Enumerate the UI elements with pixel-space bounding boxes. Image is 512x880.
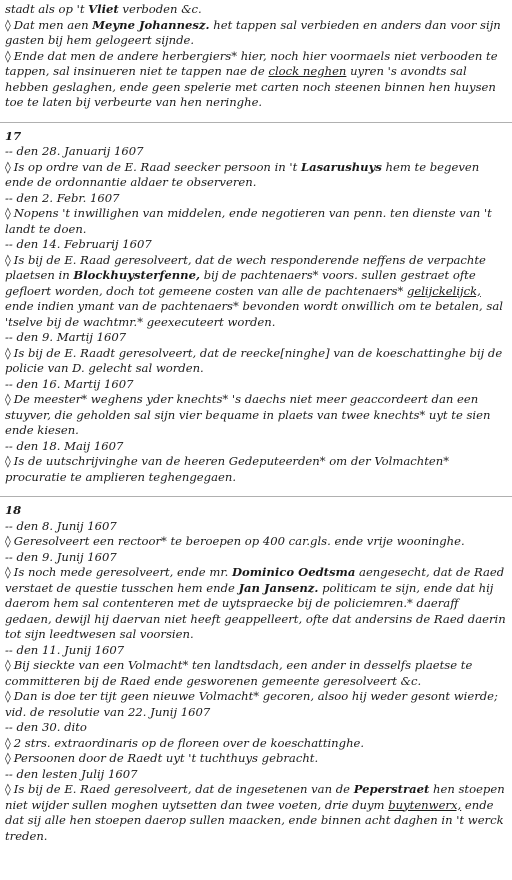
name-highlight: Dominico Oedtsma — [231, 565, 356, 579]
resolution-entry — [5, 160, 506, 191]
text-run: Is bij de E. Raed geresolveert, dat de ingesetenen van de — [13, 782, 354, 796]
entry-date: -- den 28. Januarij 1607 — [5, 144, 144, 158]
section-divider — [0, 122, 512, 123]
text-run: bij de pachtenaers* voors. sullen gestraet ofte gefloert worden, doch tot gemeene costen van alle de pachtenaers* — [5, 268, 476, 298]
resolution-entry — [5, 751, 506, 767]
intro-paragraph — [5, 18, 506, 49]
entry-date: -- den 14. Februarij 1607 — [5, 237, 152, 251]
text-run: Dan is doe ter tijt geen nieuwe Volmacht* gecoren, alsoo hij weder gesont wierde; vid. de resolutie van 22. Junij 1607 — [5, 689, 498, 719]
text-run: aengesecht, dat de Raed verstaet de questie tusschen hem ende — [5, 565, 505, 595]
text-run: uyren 's avondts sal hebben geslaghen, ende geen spelerie met carten noch steenen binnen hen huysen toe te laten bij verbeurte van hen neringhe. — [5, 64, 496, 109]
resolution-entry — [5, 454, 506, 485]
underlined-term: gelijckelijck, — [406, 283, 481, 298]
section-number: 17 — [5, 128, 22, 143]
diamond-bullet-icon: ◊ — [5, 658, 11, 672]
text-run: Is bij de E. Raadt geresolveert, dat de reecke[ninghe] van de koeschattinghe bij de policie van D. gelecht sal worden. — [5, 345, 503, 375]
diamond-bullet-icon: ◊ — [5, 17, 11, 32]
text-run: Nopens 't inwillighen van middelen, ende negotieren van penn. ten dienste van 't landt te doen. — [5, 206, 492, 236]
text-run: ende indien ymant van de pachtenaers* bevonden wordt onwillich om te betalen, sal 'tselve bij de wachtmr.* geexecuteert worden. — [5, 299, 503, 329]
resolution-entry — [5, 565, 506, 643]
resolution-entry — [5, 736, 506, 752]
entry-date: -- den 16. Martij 1607 — [5, 376, 134, 391]
text-run: ende dat sij alle hen stoepen daerop sullen maacken, ende binnen acht daghen in 't werck treden. — [5, 797, 504, 843]
intro-block — [5, 2, 506, 111]
resolution-entry — [5, 658, 506, 689]
entry-date: -- den 30. dito — [5, 720, 87, 734]
text-run: stadt als op 't — [5, 2, 89, 16]
underlined-term: buytenwerx, — [388, 797, 462, 812]
name-highlight: Blockhuysterfenne, — [73, 268, 201, 282]
entry-date: -- den 2. Febr. 1607 — [5, 190, 120, 205]
text-run: het tappen sal verbieden en anders dan voor sijn gasten bij hem gelogeert sijnde. — [5, 17, 501, 47]
diamond-bullet-icon: ◊ — [5, 565, 11, 579]
entry-date: -- den lesten Julij 1607 — [5, 766, 138, 781]
resolution-entry — [5, 782, 506, 844]
resolution-entry — [5, 392, 506, 439]
diamond-bullet-icon: ◊ — [5, 751, 11, 765]
diamond-bullet-icon: ◊ — [5, 689, 11, 703]
diamond-bullet-icon: ◊ — [5, 782, 11, 796]
resolution-entry — [5, 206, 506, 237]
section-divider — [0, 496, 512, 497]
diamond-bullet-icon: ◊ — [5, 206, 11, 220]
text-run: Is op ordre van de E. Raad seecker persoon in 't — [13, 159, 301, 174]
entry-date: -- den 8. Junij 1607 — [5, 518, 117, 533]
resolution-entry — [5, 534, 506, 550]
entry-date: -- den 11. Junij 1607 — [5, 642, 125, 657]
resolution-entry — [5, 689, 506, 720]
sections-container — [5, 122, 506, 845]
diamond-bullet-icon: ◊ — [5, 735, 11, 750]
text-run: Dat men aen — [13, 17, 93, 32]
entry-date: -- den 18. Maij 1607 — [5, 438, 124, 453]
entry-date: -- den 9. Junij 1607 — [5, 549, 117, 564]
diamond-bullet-icon: ◊ — [5, 345, 11, 360]
text-run: Is noch mede geresolveert, ende mr. — [13, 565, 232, 579]
text-run: verboden &c. — [118, 2, 202, 16]
diamond-bullet-icon: ◊ — [5, 252, 11, 267]
entry-date: -- den 9. Martij 1607 — [5, 330, 127, 344]
text-run: De meester* weghens yder knechts* 's daechs niet meer geaccordeert dan een stuyver, die geholden sal sijn vier bequame in plaets van twee knechts* uyt te sien ende kiesen. — [5, 392, 491, 437]
text-run: hen stoepen niet wijder sullen moghen uytsetten dan twee voeten, drie duym — [5, 782, 505, 812]
text-run: Persoonen door de Raedt uyt 't tuchthuys gebracht. — [13, 751, 319, 765]
diamond-bullet-icon: ◊ — [5, 534, 11, 548]
diamond-bullet-icon: ◊ — [5, 454, 11, 468]
name-highlight: Peperstraet — [353, 782, 430, 796]
resolution-entry — [5, 253, 506, 331]
resolution-entry — [5, 346, 506, 377]
text-run: Is bij de E. Raad geresolveert, dat de wech responderende neffens de verpachte plaetsen in — [5, 252, 486, 282]
text-run: 2 strs. extraordinaris op de floreen over de koeschattinghe. — [13, 735, 365, 750]
section-number: 18 — [5, 503, 22, 517]
name-highlight: Lasarushuys — [300, 159, 382, 174]
diamond-bullet-icon: ◊ — [5, 159, 11, 174]
name-highlight: Meyne Johannesz. — [92, 17, 210, 32]
text-run: Is de uutschrijvinghe van de heeren Gedeputeerden* om der Volmachten* procuratie te amplieren teghengegaen. — [5, 454, 450, 484]
text-run: hem te begeven ende de ordonnantie aldaer te observeren. — [5, 159, 480, 189]
name-highlight: Jan Jansenz. — [238, 580, 319, 595]
text-run: politicam te sijn, ende dat hij daerom hem sal contenteren met de uytspraecke bij de policiemren.* daeraff gedaen, dewijl hij daervan niet heeft geappelleert, ofte dat andersins de Raed daerin tot sijn leedtwesen sal voorsien. — [5, 580, 506, 641]
intro-paragraph — [5, 49, 506, 111]
text-run: Geresolveert een rectoor* te beroepen op 400 car.gls. ende vrije wooninghe. — [13, 534, 465, 548]
underlined-term: clock neghen — [268, 64, 347, 78]
text-run: Bij sieckte van een Volmacht* ten landtsdach, een ander in desselfs plaetse te committeren bij de Raed ende gesworenen gemeente geresolveert &c. — [5, 658, 473, 688]
text-run: Ende dat men de andere herbergiers* hier, noch hier voormaels niet verbooden te tappen, sal insinueren niet te tappen nae de — [5, 48, 498, 78]
intro-paragraph — [5, 2, 506, 18]
diamond-bullet-icon: ◊ — [5, 392, 11, 406]
diamond-bullet-icon: ◊ — [5, 48, 11, 63]
name-highlight: Vliet — [88, 2, 119, 16]
